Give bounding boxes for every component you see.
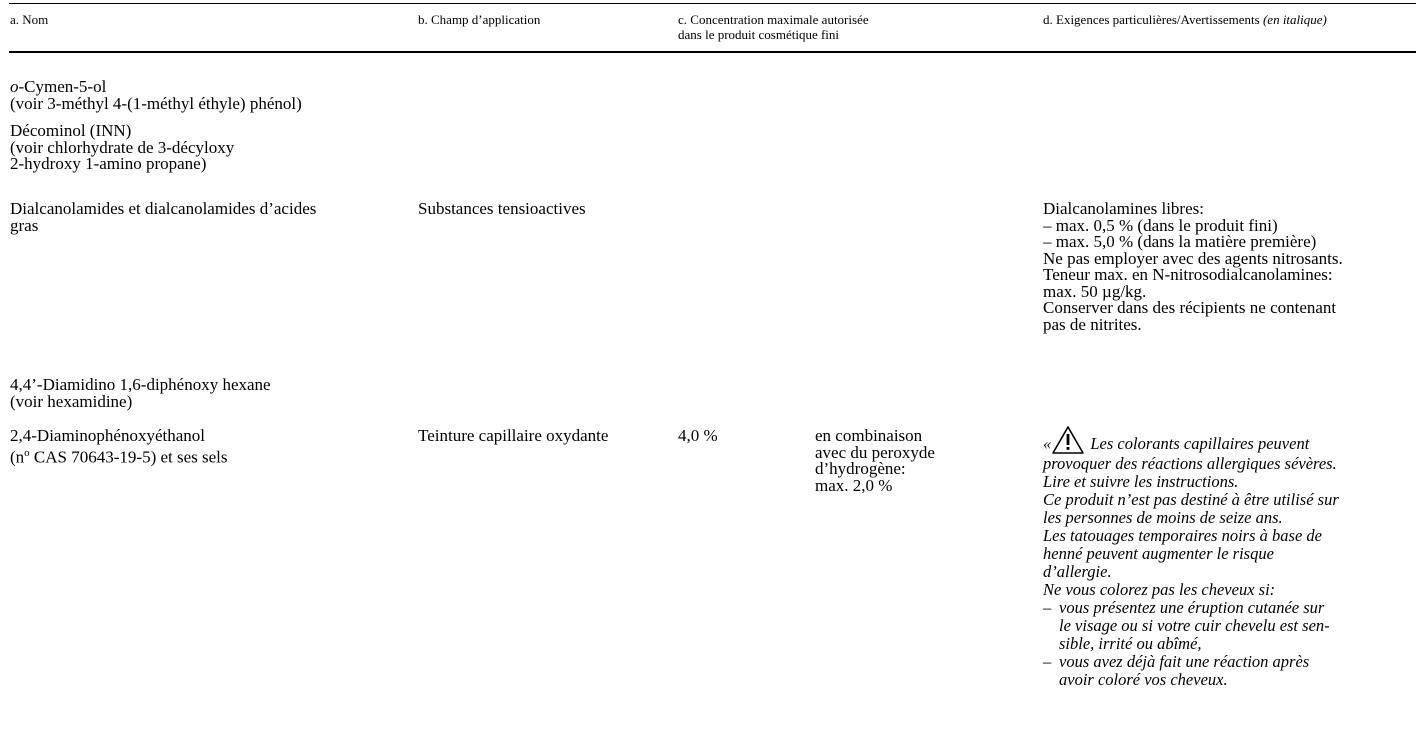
entry-decominol: Décominol (INN) (voir chlorhydrate de 3-décyloxy 2-hydroxy 1-amino propane) xyxy=(10,121,235,173)
warning-bullet-1: – vous présentez une éruption cutanée sur le visage ou si votre cuir chevelu est sen- sible, irrité ou abîmé, xyxy=(1043,598,1330,653)
diaminophenoxy-combination: en combinaison avec du peroxyde d’hydrogène: max. 2,0 % xyxy=(815,426,935,495)
header-col-requirements: d. Exigences particulières/Avertissements (en italique) xyxy=(1043,12,1327,27)
entry-dialcanolamides: Dialcanolamides et dialcanolamides d’acides gras xyxy=(10,199,317,235)
entry-diamidino: 4,4’-Diamidino 1,6-diphénoxy hexane (voir hexamidine) xyxy=(10,375,271,411)
entry-diaminophenoxyethanol: 2,4-Diaminophénoxyéthanol ($n^o$ CAS 70643-19-5) et ses sels xyxy=(10,426,228,467)
diaminophenoxy-scope: Teinture capillaire oxydante xyxy=(418,426,609,445)
dialcanolamides-requirements: Dialcanolamines libres: – max. 0,5 % (dans le produit fini) – max. 5,0 % (dans la matière première) Ne pas employer avec des agents nitrosants. Teneur max. en N-nitrosodialcanolamines: max. 50 µg/kg. Conserver dans des récipients ne contenant pas de nitrites. xyxy=(1043,199,1343,334)
entry-ocymen: o-Cymen-5-ol (voir 3-méthyl 4-(1-méthyl éthyle) phénol) xyxy=(10,77,302,113)
diaminophenoxy-concentration: 4,0 % xyxy=(678,426,718,445)
dialcanolamides-scope: Substances tensioactives xyxy=(418,199,586,218)
header-rule xyxy=(9,51,1416,53)
header-col-name: a. Nom xyxy=(10,12,49,27)
warning-triangle-icon xyxy=(1051,425,1085,455)
warning-bullet-2: – vous avez déjà fait une réaction après avoir coloré vos cheveux. xyxy=(1043,652,1310,689)
header-col-concentration: c. Concentration maximale autorisée dans le produit cosmétique fini xyxy=(678,12,869,42)
top-rule xyxy=(9,3,1416,4)
header-col-scope: b. Champ d’application xyxy=(418,12,541,27)
diaminophenoxy-warning: « Les colorants capillaires peuvent provoquer des réactions allergiques sévères. Lire et suivre les instructions. Ce produit n’est pas destiné à être utilisé sur les personnes de moins de seize ans. Les tatouages temporaires noirs à base de henné peuvent augmenter le risque d’allergie. Ne vous colorez pas les cheveux si: – vous présentez une éruption cutanée sur le visage ou si votre cuir chevelu est sen- sible, irrité ou abîmé, – vous avez déjà fait une réaction après avoir coloré vos cheveux. xyxy=(1043,425,1339,689)
